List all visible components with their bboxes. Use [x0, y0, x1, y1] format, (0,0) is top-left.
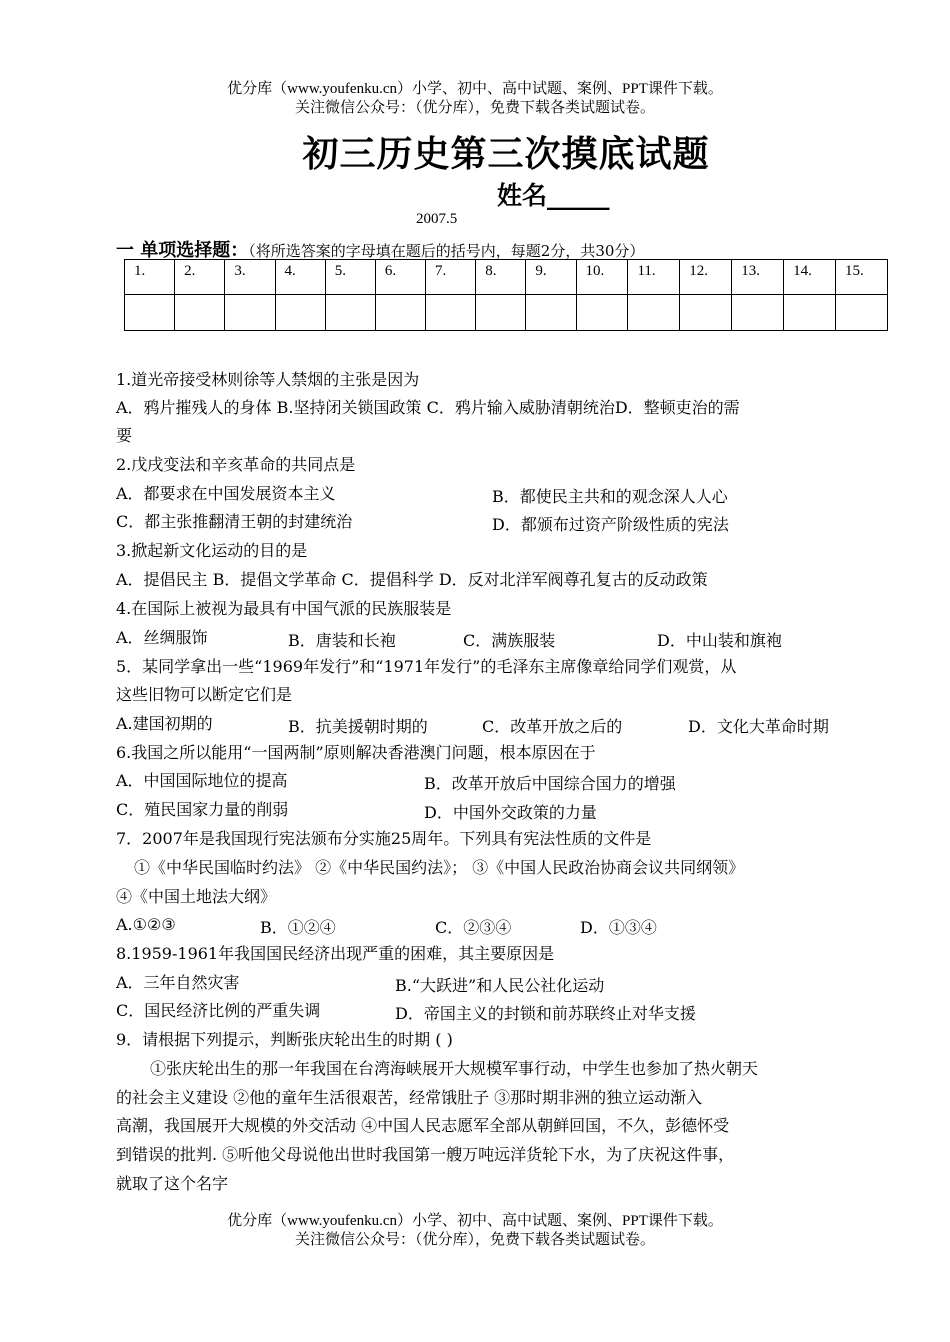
- q1-stem: 1.道光帝接受林则徐等人禁烟的主张是因为: [116, 370, 420, 389]
- q9-hint-line-5: 就取了这个名字: [116, 1174, 229, 1193]
- name-label: 姓名_____: [497, 181, 610, 210]
- q4-stem: 4.在国际上被视为最具有中国气派的民族服装是: [116, 599, 452, 618]
- footer-line-2: 关注微信公众号：（优分库），免费下载各类试题试卷。: [294, 1232, 655, 1248]
- q1-options-cont: 要: [116, 426, 133, 445]
- answer-blank-cell[interactable]: [225, 295, 275, 331]
- answer-blank-cell[interactable]: [836, 295, 888, 331]
- q7-items-cont: ④《中国土地法大纲》: [116, 887, 277, 906]
- q2-option-b: B．都使民主共和的观念深人人心: [492, 487, 728, 506]
- q9-hint-line-4: 到错误的批判. ⑤听他父母说他出世时我国第一艘万吨远洋货轮下水，为了庆祝这件事，: [116, 1145, 735, 1164]
- q3-options: A．提倡民主 B．提倡文学革命 C．提倡科学 D．反对北洋军阀尊孔复古的反动政策: [116, 570, 708, 589]
- q8-stem: 8.1959-1961年我国国民经济出现严重的困难，其主要原因是: [116, 944, 555, 963]
- q2-option-a: A．都要求在中国发展资本主义: [116, 484, 336, 503]
- answer-blank-cell[interactable]: [125, 295, 175, 331]
- answer-blank-cell[interactable]: [325, 295, 375, 331]
- answer-blank-cell[interactable]: [175, 295, 225, 331]
- answer-blank-cell[interactable]: [526, 295, 576, 331]
- q6-stem: 6.我国之所以能用“一国两制”原则解决香港澳门问题，根本原因在于: [116, 743, 596, 762]
- q5-option-c: C．改革开放之后的: [482, 717, 623, 736]
- q7-option-d: D．①③④: [580, 918, 657, 937]
- answer-table: [124, 259, 888, 331]
- answer-blank-cell[interactable]: [732, 295, 784, 331]
- section-title: 一 单项选择题：: [116, 240, 249, 261]
- answer-number-cell: 3.: [225, 260, 275, 295]
- q8-option-a: A．三年自然灾害: [116, 973, 240, 992]
- q2-option-c: C．都主张推翻清王朝的封建统治: [116, 512, 353, 531]
- answer-blank-cell[interactable]: [576, 295, 628, 331]
- q2-stem: 2.戊戌变法和辛亥革命的共同点是: [116, 455, 356, 474]
- q7-option-c: C．②③④: [435, 918, 512, 937]
- answer-number-cell: 8.: [476, 260, 526, 295]
- answer-number-cell: 14.: [784, 260, 836, 295]
- answer-blank-cell[interactable]: [275, 295, 325, 331]
- q5-option-d: D．文化大革命时期: [688, 717, 829, 736]
- q4-option-d: D．中山装和旗袍: [657, 631, 782, 650]
- answer-number-cell: 2.: [175, 260, 225, 295]
- page-title: 初三历史第三次摸底试题: [302, 133, 710, 175]
- q6-option-d: D．中国外交政策的力量: [424, 803, 597, 822]
- q5-stem: 5．某同学拿出一些“1969年发行”和“1971年发行”的毛泽东主席像章给同学们观赏，从: [116, 657, 737, 676]
- answer-number-row: [125, 260, 888, 295]
- answer-number-cell: 10.: [576, 260, 628, 295]
- q9-hint-line-3: 高潮，我国展开大规模的外交活动 ④中国人民志愿军全部从朝鲜回国，不久，彭德怀受: [116, 1116, 730, 1135]
- answer-blank-cell[interactable]: [628, 295, 680, 331]
- q2-option-d: D．都颁布过资产阶级性质的宪法: [492, 515, 729, 534]
- q3-stem: 3.掀起新文化运动的目的是: [116, 541, 308, 560]
- answer-blank-cell[interactable]: [784, 295, 836, 331]
- answer-blank-row: [125, 295, 888, 331]
- answer-number-cell: 9.: [526, 260, 576, 295]
- header-line-1: 优分库（www.youfenku.cn）小学、初中、高中试题、案例、PPT课件下载。: [227, 81, 723, 97]
- answer-number-cell: 4.: [275, 260, 325, 295]
- q6-option-c: C．殖民国家力量的削弱: [116, 800, 289, 819]
- q5-option-b: B．抗美援朝时期的: [288, 717, 428, 736]
- q7-option-b: B．①②④: [260, 918, 336, 937]
- answer-blank-cell[interactable]: [426, 295, 476, 331]
- q8-option-d: D．帝国主义的封锁和前苏联终止对华支援: [395, 1004, 696, 1023]
- answer-number-cell: 11.: [628, 260, 680, 295]
- q9-hint-line-1: ①张庆轮出生的那一年我国在台湾海峡展开大规模军事行动，中学生也参加了热火朝天: [150, 1059, 759, 1078]
- exam-date: 2007.5: [416, 211, 458, 227]
- q4-option-b: B．唐装和长袍: [288, 631, 396, 650]
- q9-stem: 9．请根据下列提示，判断张庆轮出生的时期 ( ): [116, 1030, 453, 1049]
- q6-option-a: A．中国国际地位的提高: [116, 771, 288, 790]
- section-instruction: （将所选答案的字母填在题后的括号内，每题2分，共30分）: [248, 242, 645, 260]
- q5-stem-cont: 这些旧物可以断定它们是: [116, 685, 293, 704]
- q7-items: ①《中华民国临时约法》 ②《中华民国约法》； ③《中国人民政治协商会议共同纲领》: [134, 858, 745, 877]
- answer-number-cell: 6.: [375, 260, 425, 295]
- header-line-2: 关注微信公众号：（优分库），免费下载各类试题试卷。: [294, 100, 655, 116]
- q9-hint-line-2: 的社会主义建设 ②他的童年生活很艰苦，经常饿肚子 ③那时期非洲的独立运动渐入: [116, 1088, 703, 1107]
- q4-option-a: A．丝绸服饰: [116, 628, 208, 647]
- q1-options: A．鸦片摧残人的身体 B.坚持闭关锁国政策 C．鸦片输入威胁清朝统治D．整顿吏治的需: [116, 398, 740, 417]
- answer-number-cell: 13.: [732, 260, 784, 295]
- answer-number-cell: 1.: [125, 260, 175, 295]
- q8-option-b: B.“大跃进”和人民公社化运动: [395, 976, 605, 995]
- footer-line-1: 优分库（www.youfenku.cn）小学、初中、高中试题、案例、PPT课件下载。: [227, 1213, 723, 1229]
- q6-option-b: B．改革开放后中国综合国力的增强: [424, 774, 676, 793]
- answer-blank-cell[interactable]: [375, 295, 425, 331]
- answer-number-cell: 7.: [426, 260, 476, 295]
- q5-option-a: A.建国初期的: [116, 714, 213, 733]
- answer-blank-cell[interactable]: [680, 295, 732, 331]
- answer-number-cell: 12.: [680, 260, 732, 295]
- answer-blank-cell[interactable]: [476, 295, 526, 331]
- answer-number-cell: 5.: [325, 260, 375, 295]
- answer-number-cell: 15.: [836, 260, 888, 295]
- q7-stem: 7．2007年是我国现行宪法颁布分实施25周年。下列具有宪法性质的文件是: [116, 829, 652, 848]
- q8-option-c: C．国民经济比例的严重失调: [116, 1001, 321, 1020]
- q4-option-c: C．满族服装: [463, 631, 556, 650]
- q7-option-a: A.①②③: [116, 915, 176, 934]
